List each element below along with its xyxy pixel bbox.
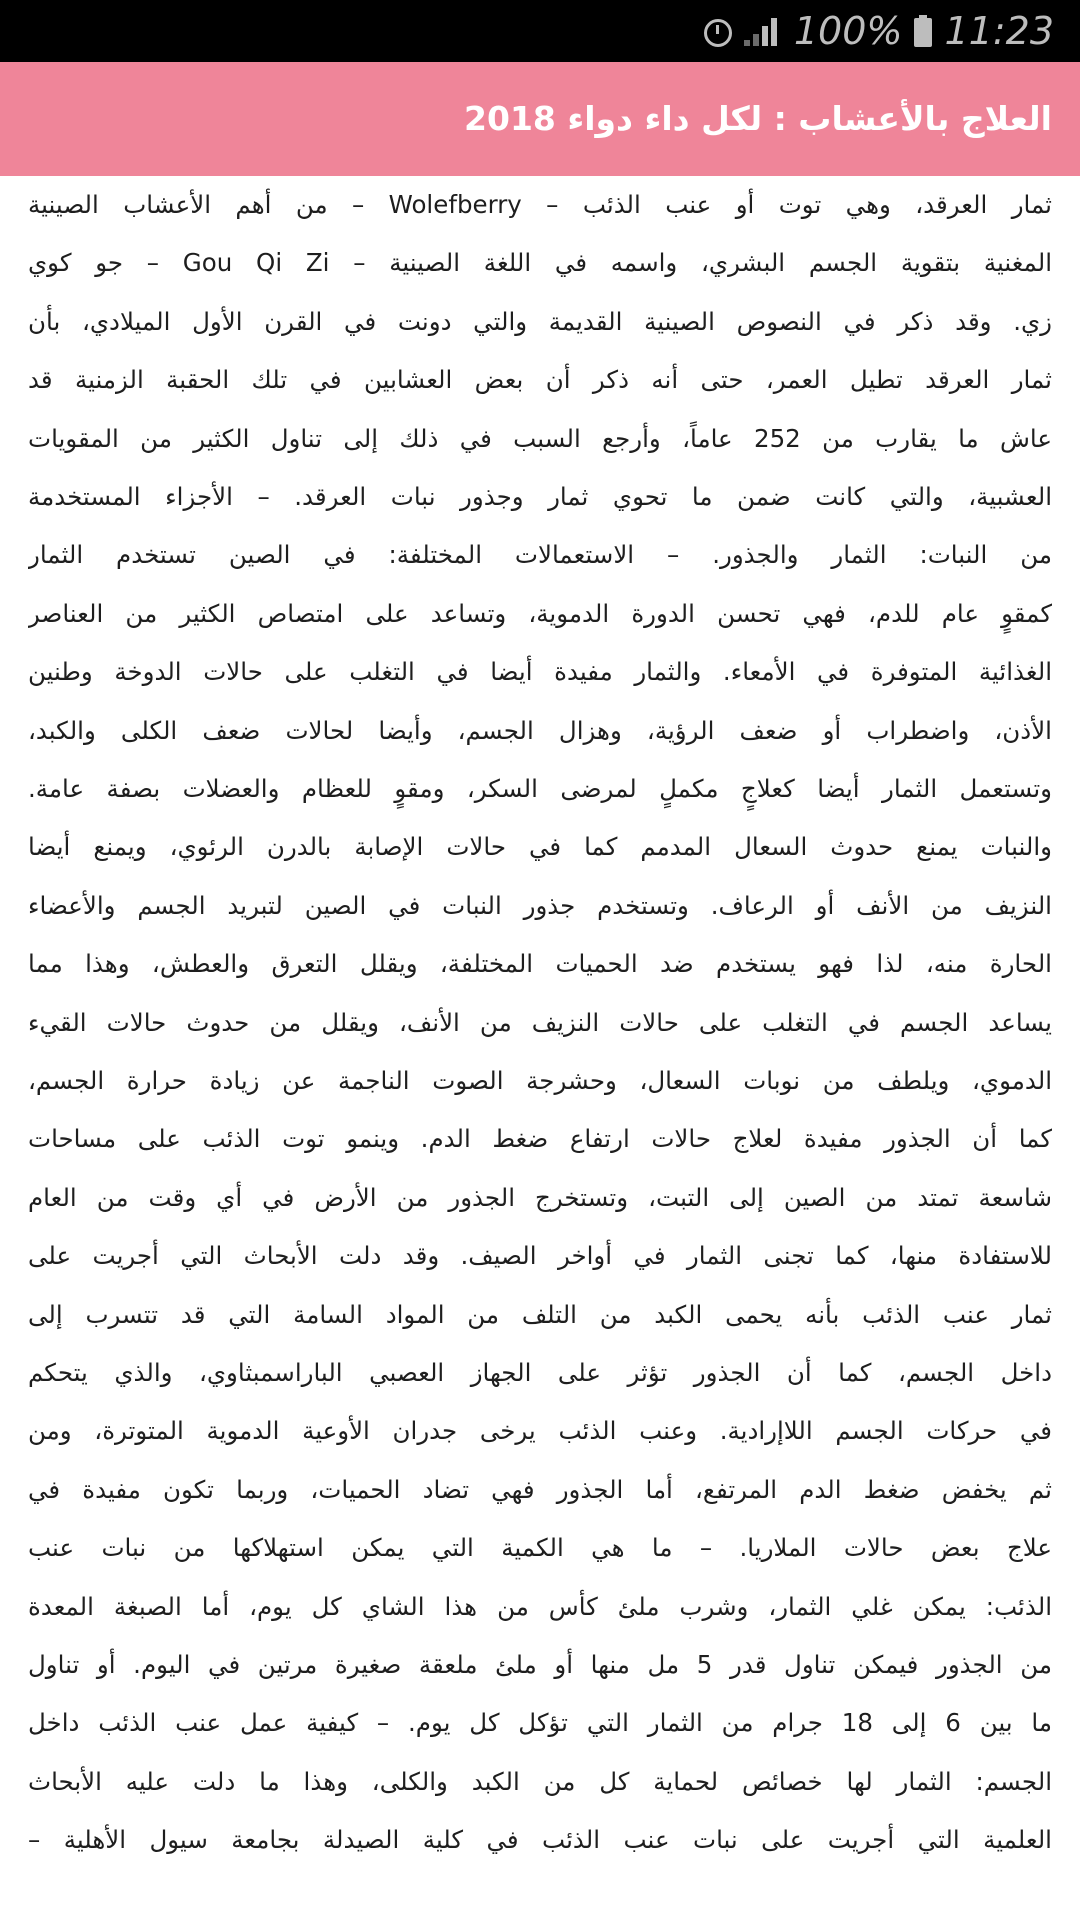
article-line: من النبات: الثمار والجذور. – الاستعمالات المختلفة: في الصين تستخدم الثمار: [28, 540, 1052, 570]
battery-percent: 100%: [793, 9, 903, 53]
article-line: ثمار عنب الذئب بأنه يحمى الكبد من التلف من المواد السامة التي قد تتسرب إلى: [28, 1299, 1052, 1329]
article-line: من الجذور فيمكن تناول قدر 5 مل منها أو ملئ ملعقة صغيرة مرتين في اليوم. أو تناول: [28, 1650, 1052, 1679]
page-title: العلاج بالأعشاب : لكل داء دواء 2018: [464, 99, 1052, 138]
article-line: الغذائية المتوفرة في الأمعاء. والثمار مفيدة أيضا في التغلب على حالات الدوخة وطنين: [28, 657, 1052, 687]
article-line: زي. وقد ذكر في النصوص الصينية القديمة والتي دونت في القرن الأول الميلادي، بأن: [28, 306, 1052, 336]
article-line: عاش ما يقارب من 252 عاماً، وأرجع السبب في ذلك إلى تناول الكثير من المقويات: [28, 423, 1052, 453]
article-line: ثم يخفض ضغط الدم المرتفع، أما الجذور فهي تضاد الحميات، وربما تكون مفيدة في: [28, 1474, 1052, 1504]
article-line: يساعد الجسم في التغلب على حالات النزيف من الأنف، ويقلل من حدوث حالات القيء: [28, 1007, 1052, 1037]
article-line: داخل الجسم، كما أن الجذور تؤثر على الجهاز العصبي الباراسمبثاوي، والذي يتحكم: [28, 1358, 1052, 1387]
article-line: الأذن، واضطراب أو ضعف الرؤية، وهزال الجسم، وأيضا لحالات ضعف الكلى والكبد،: [28, 715, 1052, 745]
article-line: ثمار العرقد تطيل العمر، حتى أنه ذكر أن بعض العشابين في تلك الحقبة الزمنية قد: [28, 365, 1052, 395]
article-line: كما أن الجذور مفيدة لعلاج حالات ارتفاع ضغط الدم. وينمو توت الذئب على مساحات: [28, 1124, 1052, 1154]
battery-icon: [914, 15, 932, 47]
article-line: الدموي، ويلطف من نوبات السعال، وحشرجة الصوت الناجمة عن زيادة حرارة الجسم،: [28, 1066, 1052, 1095]
article-line: العشبية، والتي كانت ضمن ما تحوي ثمار وجذور نبات العرقد. – الأجزاء المستخدمة: [28, 482, 1052, 511]
article-line: شاسعة تمتد من الصين إلى التبت، وتستخرج الجذور من الأرض في أي وقت من العام: [28, 1182, 1052, 1212]
article-line: النزيف من الأنف أو الرعاف. وتستخدم جذور النبات في الصين لتبريد الجسم والأعضاء: [28, 890, 1052, 920]
article-line: وتستعمل الثمار أيضا كعلاجٍ مكملٍ لمرضى السكر، ومقوٍ للعظام والعضلات بصفة عامة.: [28, 774, 1052, 803]
article-line: في حركات الجسم اللاإرادية. وعنب الذئب يرخى جدران الأوعية الدموية المتوترة، ومن: [28, 1416, 1052, 1446]
status-indicators: [702, 6, 1054, 56]
article-line: الحارة منه، لذا فهو يستخدم ضد الحميات المختلفة، ويقلل التعرق والعطش، وهذا مما: [28, 949, 1052, 979]
signal-icon: [744, 16, 782, 46]
article-line: للاستفادة منها، كما تجنى الثمار في أواخر الصيف. وقد دلت الأبحاث التي أجريت على: [28, 1241, 1052, 1271]
article-line: كمقوٍ عام للدم، فهي تحسن الدورة الدموية، وتساعد على امتصاص الكثير من العناصر: [28, 598, 1052, 628]
article-line: علاج بعض حالات الملاريا. – ما هي الكمية التي يمكن استهلاكها من نبات عنب: [28, 1533, 1052, 1563]
article-line: الذئب: يمكن غلي الثمار، وشرب ملئ كأس من هذا الشاي كل يوم، أما الصبغة المعدة: [28, 1591, 1052, 1621]
article-line: ما بين 6 إلى 18 جرام من الثمار التي تؤكل كل يوم. – كيفية عمل عنب الذئب داخل: [28, 1708, 1052, 1738]
article-line: الجسم: الثمار لها خصائص لحماية كل من الكبد والكلى، وهذا ما دلت عليه الأبحاث: [28, 1766, 1052, 1796]
article-line: ثمار العرقد، وهي توت أو عنب الذئب – Wolefberry – من أهم الأعشاب الصينية: [28, 190, 1052, 219]
article-line: والنبات يمنع حدوث السعال المدمم كما في حالات الإصابة بالدرن الرئوي، ويمنع أيضا: [28, 832, 1052, 862]
alarm-icon: [702, 16, 732, 46]
clock: 11:23: [944, 9, 1054, 53]
status-bar: [0, 0, 1080, 62]
app-title-bar: [0, 62, 1080, 176]
article-line: المغنية بتقوية الجسم البشري، واسمه في اللغة الصينية – Gou Qi Zi – جو كوي: [28, 248, 1052, 278]
article-line: العلمية التي أجريت على نبات عنب الذئب في كلية الصيدلة بجامعة سيول الأهلية –: [28, 1825, 1052, 1855]
